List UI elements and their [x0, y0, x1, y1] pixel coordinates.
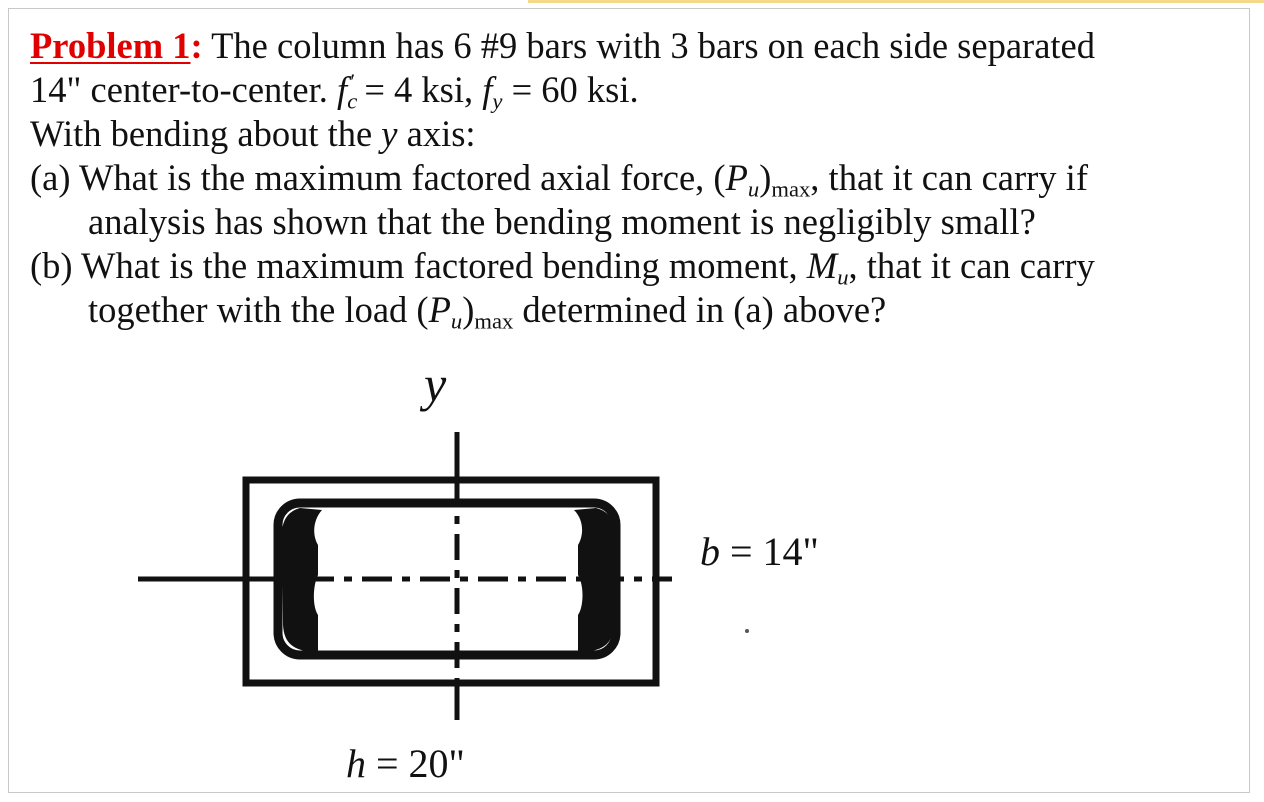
fc-symbol: f [337, 69, 348, 110]
intro-line-1: The column has 6 #9 bars with 3 bars on each side separated [202, 25, 1095, 66]
bending-text-end: axis: [397, 113, 476, 154]
fy-value: = 60 ksi. [502, 69, 639, 110]
bending-text: With bending about the [30, 113, 382, 154]
question-a-text: (a) What is the maximum factored axial force, ( [30, 157, 726, 198]
problem-label-colon: : [190, 25, 203, 66]
qb-u: u [837, 264, 849, 290]
qb-paren: ) [462, 289, 475, 330]
fc-value: = 4 ksi, [355, 69, 483, 110]
qa-P: P [725, 157, 748, 198]
qb-max: max [474, 308, 514, 334]
qb-M: M [806, 245, 838, 286]
intro-line-2: 14" center-to-center. [30, 69, 338, 110]
speck-mark [745, 629, 749, 633]
question-b-line-2-text: together with the load ( [88, 289, 429, 330]
question-b-text-end: , that it can carry [848, 245, 1095, 286]
problem-label: Problem 1 [30, 25, 191, 66]
question-b-line-2-end: determined in (a) above? [513, 289, 887, 330]
qb-u: u [450, 308, 463, 334]
bending-axis: y [381, 113, 398, 154]
qa-u: u [747, 176, 760, 202]
question-a-line-2: analysis has shown that the bending moment is negligibly small? [88, 201, 1036, 242]
qb-P: P [428, 289, 451, 330]
fy-subscript: y [492, 88, 503, 114]
qa-max: max [771, 176, 811, 202]
question-b-text: (b) What is the maximum factored bending moment, [30, 245, 807, 286]
fc-subscript: c [347, 88, 358, 114]
y-axis-label: y [424, 356, 447, 412]
question-a-text-end: , that it can carry if [810, 157, 1088, 198]
fy-symbol: f [482, 69, 493, 110]
qa-paren: ) [759, 157, 772, 198]
fc-prime: ′ [350, 68, 356, 94]
b-dimension-label: b = 14" [700, 529, 819, 574]
h-dimension-label: h = 20" [346, 741, 465, 786]
